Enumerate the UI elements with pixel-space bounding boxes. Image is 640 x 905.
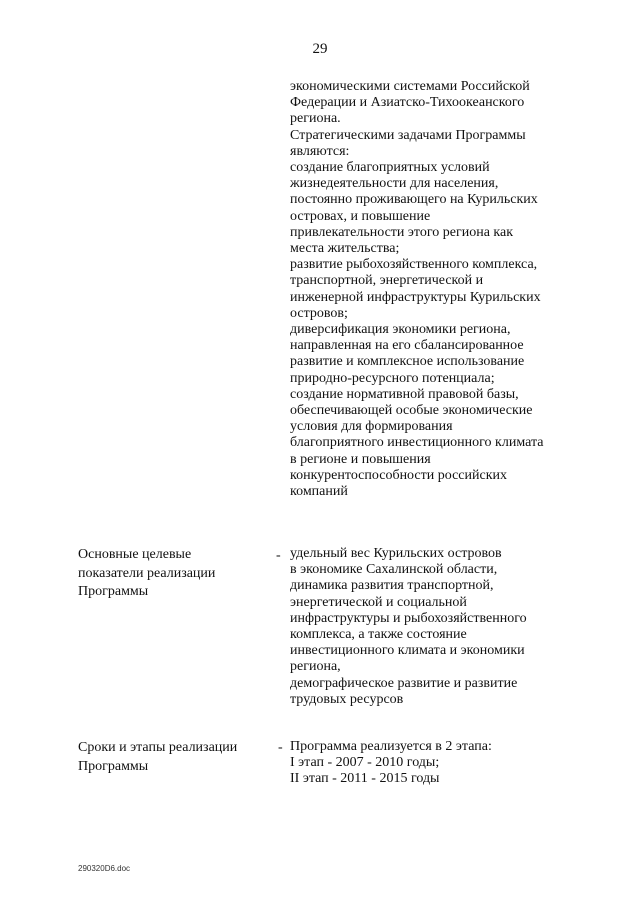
stages-value-line: I этап - 2007 - 2010 годы; — [290, 755, 440, 771]
intro-line: в регионе и повышения — [290, 451, 431, 467]
intro-line: развитие рыбохозяйственного комплекса, — [290, 257, 538, 273]
intro-line: инженерной инфраструктуры Курильских — [290, 289, 541, 305]
indicators-label-line: Программы — [78, 584, 149, 599]
indicators-value-line: региона, — [290, 659, 341, 675]
intro-line: постоянно проживающего на Курильских — [290, 192, 538, 208]
intro-line: природно-ресурсного потенциала; — [290, 370, 495, 386]
intro-line: направленная на его сбалансированное — [290, 338, 524, 354]
intro-line: создание благоприятных условий — [290, 160, 490, 176]
intro-line: обеспечивающей особые экономические — [290, 403, 533, 419]
intro-text — [290, 79, 543, 500]
intro-line: диверсификация экономики региона, — [290, 322, 511, 338]
document-code: 290320D6.doc — [78, 864, 131, 873]
indicators-value-line: инфраструктуры и рыбохозяйственного — [290, 610, 527, 626]
intro-line: благоприятного инвестиционного климата — [290, 435, 544, 451]
indicators-value — [290, 546, 527, 708]
intro-line: Стратегическими задачами Программы — [290, 127, 526, 143]
intro-line: островов; — [290, 305, 348, 321]
indicators-label — [78, 546, 215, 602]
intro-line: компаний — [290, 484, 348, 500]
intro-line: условия для формирования — [290, 419, 453, 435]
indicators-value-line: трудовых ресурсов — [290, 691, 404, 707]
indicators-dash: - — [276, 548, 281, 563]
intro-line: экономическими системами Российской — [290, 79, 530, 94]
indicators-value-line: динамика развития транспортной, — [290, 578, 494, 594]
stages-value — [290, 739, 492, 788]
stages-value-line: II этап - 2011 - 2015 годы — [290, 771, 440, 787]
indicators-value-line: инвестиционного климата и экономики — [290, 643, 525, 659]
indicators-value-line: демографическое развитие и развитие — [290, 675, 518, 691]
stages-label-line: Сроки и этапы реализации — [78, 740, 238, 755]
intro-line: создание нормативной правовой базы, — [290, 386, 519, 402]
indicators-value-line: удельный вес Курильских островов — [290, 546, 502, 561]
intro-line: островах, и повышение — [290, 208, 431, 224]
indicators-value-line: в экономике Сахалинской области, — [290, 562, 498, 578]
intro-line: развитие и комплексное использование — [290, 354, 525, 370]
intro-line: конкурентоспособности российских — [290, 467, 507, 483]
stages-dash: - — [278, 740, 283, 755]
intro-line: места жительства; — [290, 241, 400, 257]
intro-line: региона. — [290, 111, 341, 127]
stages-label-line: Программы — [78, 758, 149, 774]
intro-line: транспортной, энергетической и — [290, 273, 484, 289]
indicators-value-line: энергетической и социальной — [290, 594, 467, 610]
indicators-label-line: Основные целевые — [78, 547, 192, 562]
indicators-label-line: показатели реализации — [78, 565, 216, 581]
intro-line: Федерации и Азиатско-Тихоокеанского — [290, 95, 525, 111]
intro-line: жизнедеятельности для населения, — [290, 176, 499, 192]
intro-line: привлекательности этого региона как — [290, 224, 514, 240]
intro-line: являются: — [290, 143, 350, 159]
indicators-value-line: комплекса, а также состояние — [290, 627, 467, 643]
stages-value-line: Программа реализуется в 2 этапа: — [290, 739, 492, 754]
page-number: 29 — [312, 41, 328, 57]
stages-label — [78, 739, 237, 776]
